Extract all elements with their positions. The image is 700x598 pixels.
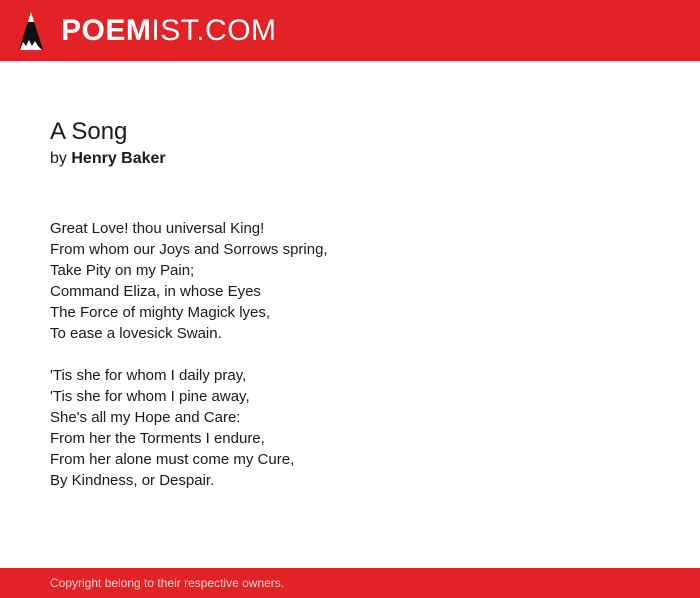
- author-link[interactable]: Henry Baker: [71, 150, 166, 167]
- poem-line: From her alone must come my Cure,: [50, 451, 295, 468]
- logo-text-bold: POEM: [61, 13, 152, 47]
- site-header: [0, 0, 700, 61]
- stanza: [50, 365, 328, 491]
- pencil-tip-icon: [18, 11, 44, 51]
- poem-title: A Song: [50, 118, 128, 145]
- poem-line: 'Tis she for whom I daily pray,: [50, 367, 247, 384]
- copyright-notice: Copyright belong to their respective owners.: [50, 576, 285, 590]
- site-logo-text: [61, 13, 277, 47]
- poem-line: Take Pity on my Pain;: [50, 262, 195, 279]
- poem-line: From her the Torments I endure,: [50, 430, 265, 447]
- stanza: [50, 218, 328, 344]
- poem-line: She's all my Hope and Care:: [50, 409, 241, 426]
- poem-byline: [50, 149, 166, 169]
- logo-text-light: IST.COM: [151, 13, 277, 47]
- site-footer: [0, 568, 700, 598]
- byline-prefix: by: [50, 150, 67, 167]
- poem-line: Great Love! thou universal King!: [50, 220, 265, 237]
- poem-line: To ease a lovesick Swain.: [50, 325, 222, 342]
- poem-line: The Force of mighty Magick lyes,: [50, 304, 271, 321]
- poem-line: 'Tis she for whom I pine away,: [50, 388, 250, 405]
- poem-line: From whom our Joys and Sorrows spring,: [50, 241, 328, 258]
- site-logo-link[interactable]: [18, 11, 277, 51]
- poem-line: By Kindness, or Despair.: [50, 472, 215, 489]
- poem-body: [50, 218, 328, 512]
- poem-line: Command Eliza, in whose Eyes: [50, 283, 261, 300]
